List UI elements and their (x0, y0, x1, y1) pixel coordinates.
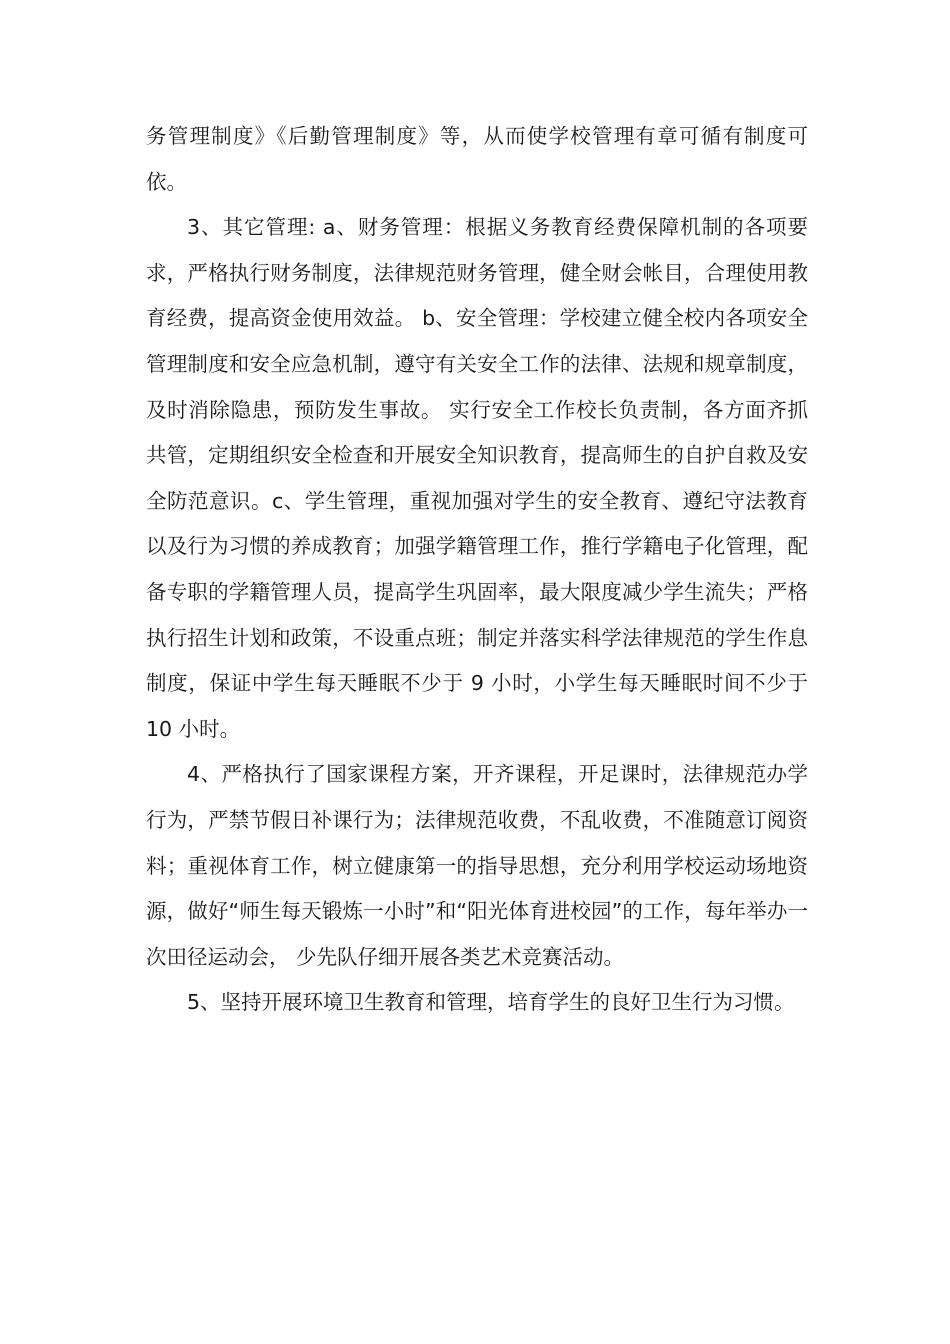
paragraph-item-5-hygiene: 5、坚持开展环境卫生教育和管理，培育学生的良好卫生行为习惯。 (187, 990, 795, 1015)
paragraph-continuation: 务管理制度》《后勤管理制度》等，从而使学校管理有章可循有制度可依。 (146, 124, 808, 194)
paragraph-item-4-curriculum: 4、严格执行了国家课程方案，开齐课程，开足课时，法律规范办学行为，严禁节假日补课行为；法律规范收费，不乱收费，不准随意订阅资料；重视体育工作，树立健康第一的指导思想，充分利用学校运动场地资源，做好“师生每天锻炼一小时”和“阳光体育进校园”的工作，每年举办一次田径运动会， 少先队仔细开展各类艺术竞赛活动。 (146, 762, 808, 969)
paragraph-item-3-other-management: 3、其它管理: a、财务管理：根据义务教育经费保障机制的各项要求，严格执行财务制度，法律规范财务管理，健全财会帐目，合理使用教育经费，提高资金使用效益。 b、安全管理：学校建立健全校内各项安全管理制度和安全应急机制，遵守有关安全工作的法律、法规和规章制度，及时消除隐患，预防发生事故。 实行安全工作校长负责制，各方面齐抓共管，定期组织安全检查和开展安全知识教育，提高师生的自护自救及安全防范意识。c、学生管理，重视加强对学生的安全教育、遵纪守法教育以及行为习惯的养成教育；加强学籍管理工作，推行学籍电子化管理，配备专职的学籍管理人员，提高学生巩固率，最大限度减少学生流失；严格执行招生计划和政策，不设重点班；制定并落实科学法律规范的学生作息制度，保证中学生每天睡眠不少于 9 小时，小学生每天睡眠时间不少于 10 小时。 (146, 215, 808, 741)
document-body (146, 114, 808, 1026)
